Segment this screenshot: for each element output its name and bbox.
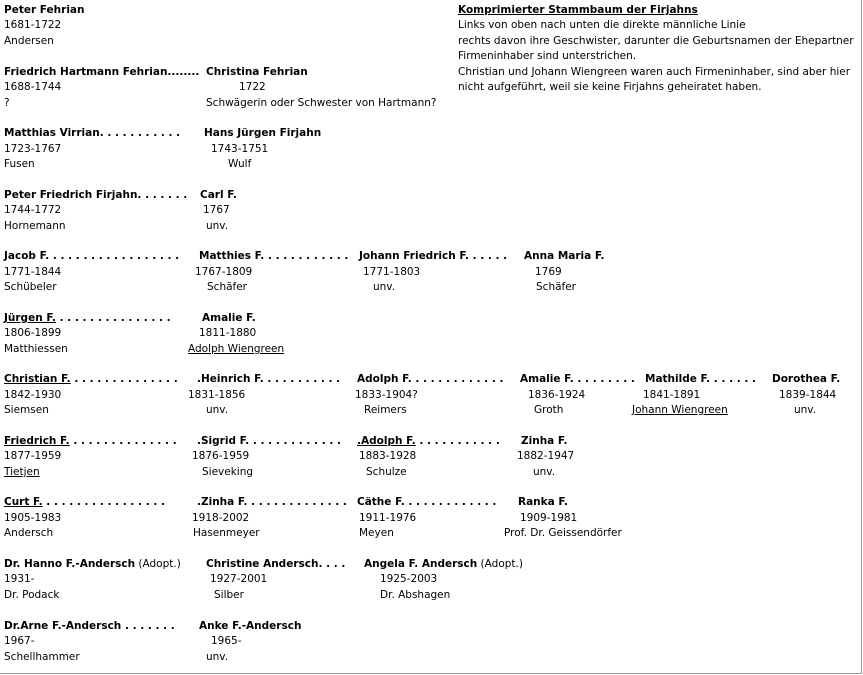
person-name: Friedrich Hartmann Fehrian........ bbox=[4, 66, 200, 78]
person-dates: 1688-1744 bbox=[4, 81, 62, 93]
person-dates: 1927-2001 bbox=[210, 573, 268, 585]
person-name-line bbox=[4, 435, 177, 448]
person-name: Jürgen F. bbox=[4, 312, 56, 324]
person-spouse: Tietjen bbox=[4, 466, 40, 478]
person-spouse: Fusen bbox=[4, 158, 35, 170]
person-name: Dorothea F. bbox=[772, 373, 841, 385]
person-name-line bbox=[364, 558, 523, 571]
person-name-line bbox=[4, 312, 171, 325]
person-dates: 1967- bbox=[4, 635, 35, 647]
person-dates: 1771-1803 bbox=[363, 266, 421, 278]
person-spouse: Groth bbox=[534, 404, 564, 416]
person-spouse: unv. bbox=[206, 220, 229, 232]
person-spouse: Hasenmeyer bbox=[193, 527, 260, 539]
person-spouse: Matthiessen bbox=[4, 343, 68, 355]
person-dates: 1909-1981 bbox=[520, 512, 578, 524]
adoption-note: (Adopt.) bbox=[135, 558, 181, 570]
name-leader-dots: . . . . . . . . . . . . . . . . bbox=[42, 496, 165, 508]
person-dates: 1905-1983 bbox=[4, 512, 62, 524]
person-spouse: Reimers bbox=[364, 404, 407, 416]
person-name: Zinha F. bbox=[521, 435, 568, 447]
person-name: Christine Andersch. . . . bbox=[206, 558, 346, 570]
name-leader-dots: . . . . . . . . . . . bbox=[415, 435, 500, 447]
person-spouse: Dr. Abshagen bbox=[380, 589, 451, 601]
person-dates: 1767-1809 bbox=[195, 266, 253, 278]
person-dates: 1836-1924 bbox=[528, 389, 586, 401]
person-name: Matthias Virrian. . . . . . . . . . . bbox=[4, 127, 181, 139]
person-spouse: Meyen bbox=[359, 527, 394, 539]
person-spouse: Schübeler bbox=[4, 281, 57, 293]
person-dates: 1771-1844 bbox=[4, 266, 62, 278]
note-line: Links von oben nach unten die direkte männliche Linie bbox=[458, 19, 746, 31]
person-name: Amalie F. . . . . . . . . bbox=[520, 373, 635, 385]
person-name: Anna Maria F. bbox=[524, 250, 605, 262]
person-dates: 1877-1959 bbox=[4, 450, 62, 462]
person-spouse: Schäfer bbox=[207, 281, 248, 293]
person-name: .Adolph F. bbox=[357, 435, 416, 447]
name-leader-dots: . . . . . . . . . . . . . . bbox=[69, 435, 177, 447]
person-spouse: Andersen bbox=[4, 35, 54, 47]
person-name: .Zinha F. . . . . . . . . . . . . . bbox=[197, 496, 347, 508]
person-dates: 1767 bbox=[203, 204, 230, 216]
person-dates: 1833-1904? bbox=[355, 389, 418, 401]
person-dates: 1931- bbox=[4, 573, 35, 585]
person-name: Hans Jürgen Firjahn bbox=[204, 127, 322, 139]
person-name: Matthies F. . . . . . . . . . . . bbox=[199, 250, 349, 262]
person-spouse: Dr. Podack bbox=[4, 589, 60, 601]
name-leader-dots: . . . . . . . . . . . . . . bbox=[70, 373, 178, 385]
name-leader-dots: . . . . . . . . . . . . . . . bbox=[55, 312, 171, 324]
person-dates: 1743-1751 bbox=[211, 143, 269, 155]
person-spouse: Prof. Dr. Geissendörfer bbox=[504, 527, 622, 539]
person-dates: 1842-1930 bbox=[4, 389, 62, 401]
person-name-line bbox=[357, 435, 500, 448]
person-spouse: unv. bbox=[373, 281, 396, 293]
person-name: Angela F. Andersch bbox=[364, 558, 478, 570]
person-name: Ranka F. bbox=[518, 496, 568, 508]
person-spouse: Schwägerin oder Schwester von Hartmann? bbox=[206, 97, 437, 109]
person-spouse: unv. bbox=[794, 404, 817, 416]
person-spouse: unv. bbox=[206, 404, 229, 416]
person-dates: 1811-1880 bbox=[199, 327, 257, 339]
person-name: Amalie F. bbox=[202, 312, 256, 324]
person-name: Christian F. bbox=[4, 373, 71, 385]
person-spouse: Siemsen bbox=[4, 404, 49, 416]
person-spouse: ? bbox=[4, 97, 10, 109]
person-dates: 1925-2003 bbox=[380, 573, 438, 585]
person-name: Cäthe F. . . . . . . . . . . . . bbox=[357, 496, 497, 508]
person-spouse: Hornemann bbox=[4, 220, 66, 232]
person-name: .Sigrid F. . . . . . . . . . . . . bbox=[197, 435, 341, 447]
person-spouse: Sieveking bbox=[202, 466, 254, 478]
person-name: .Heinrich F. . . . . . . . . . . bbox=[197, 373, 341, 385]
person-name: Carl F. bbox=[200, 189, 237, 201]
person-dates: 1911-1976 bbox=[359, 512, 417, 524]
person-name: Dr. Hanno F.-Andersch bbox=[4, 558, 136, 570]
person-dates: 1841-1891 bbox=[643, 389, 701, 401]
person-dates: 1918-2002 bbox=[192, 512, 250, 524]
person-name-line bbox=[4, 373, 178, 386]
person-dates: 1723-1767 bbox=[4, 143, 62, 155]
note-line: nicht aufgeführt, weil sie keine Firjahns geheiratet haben. bbox=[458, 81, 762, 93]
person-spouse: Andersch bbox=[4, 527, 54, 539]
adoption-note: (Adopt.) bbox=[477, 558, 523, 570]
person-spouse: Johann Wiengreen bbox=[632, 404, 728, 416]
person-dates: 1965- bbox=[211, 635, 242, 647]
person-dates: 1744-1772 bbox=[4, 204, 62, 216]
person-dates: 1882-1947 bbox=[517, 450, 575, 462]
note-line: Firmeninhaber sind unterstrichen. bbox=[458, 50, 637, 62]
person-dates: 1806-1899 bbox=[4, 327, 62, 339]
person-name: Friedrich F. bbox=[4, 435, 70, 447]
person-spouse: Adolph Wiengreen bbox=[188, 343, 285, 355]
person-name: Jacob F. . . . . . . . . . . . . . . . . . bbox=[4, 250, 180, 262]
person-spouse: Schäfer bbox=[536, 281, 577, 293]
person-dates: 1831-1856 bbox=[188, 389, 246, 401]
person-spouse: unv. bbox=[533, 466, 556, 478]
person-name: Johann Friedrich F. . . . . . bbox=[359, 250, 508, 262]
person-name: Peter Friedrich Firjahn. . . . . . . bbox=[4, 189, 188, 201]
person-name: Curt F. bbox=[4, 496, 43, 508]
person-dates: 1876-1959 bbox=[192, 450, 250, 462]
person-name: Peter Fehrian bbox=[4, 4, 85, 16]
person-name: Adolph F. . . . . . . . . . . . . bbox=[357, 373, 504, 385]
person-dates: 1722 bbox=[239, 81, 266, 93]
person-name: Dr.Arne F.-Andersch . . . . . . . bbox=[4, 620, 175, 632]
person-name-line bbox=[4, 558, 181, 571]
person-spouse: Silber bbox=[214, 589, 244, 601]
person-name: Anke F.-Andersch bbox=[199, 620, 302, 632]
person-dates: 1883-1928 bbox=[359, 450, 417, 462]
person-spouse: Schulze bbox=[366, 466, 407, 478]
person-dates: 1839-1844 bbox=[779, 389, 837, 401]
person-name: Mathilde F. . . . . . . bbox=[645, 373, 757, 385]
person-spouse: Wulf bbox=[228, 158, 252, 170]
person-dates: 1769 bbox=[535, 266, 562, 278]
person-name: Christina Fehrian bbox=[206, 66, 308, 78]
note-line: rechts davon ihre Geschwister, darunter die Geburtsnamen der Ehepartner bbox=[458, 35, 854, 47]
page-title: Komprimierter Stammbaum der Firjahns bbox=[458, 4, 698, 16]
person-spouse: unv. bbox=[206, 651, 229, 663]
person-spouse: Schellhammer bbox=[4, 651, 80, 663]
person-dates: 1681-1722 bbox=[4, 19, 62, 31]
note-line: Christian und Johann Wiengreen waren auch Firmeninhaber, sind aber hier bbox=[458, 66, 851, 78]
person-name-line bbox=[4, 496, 165, 509]
